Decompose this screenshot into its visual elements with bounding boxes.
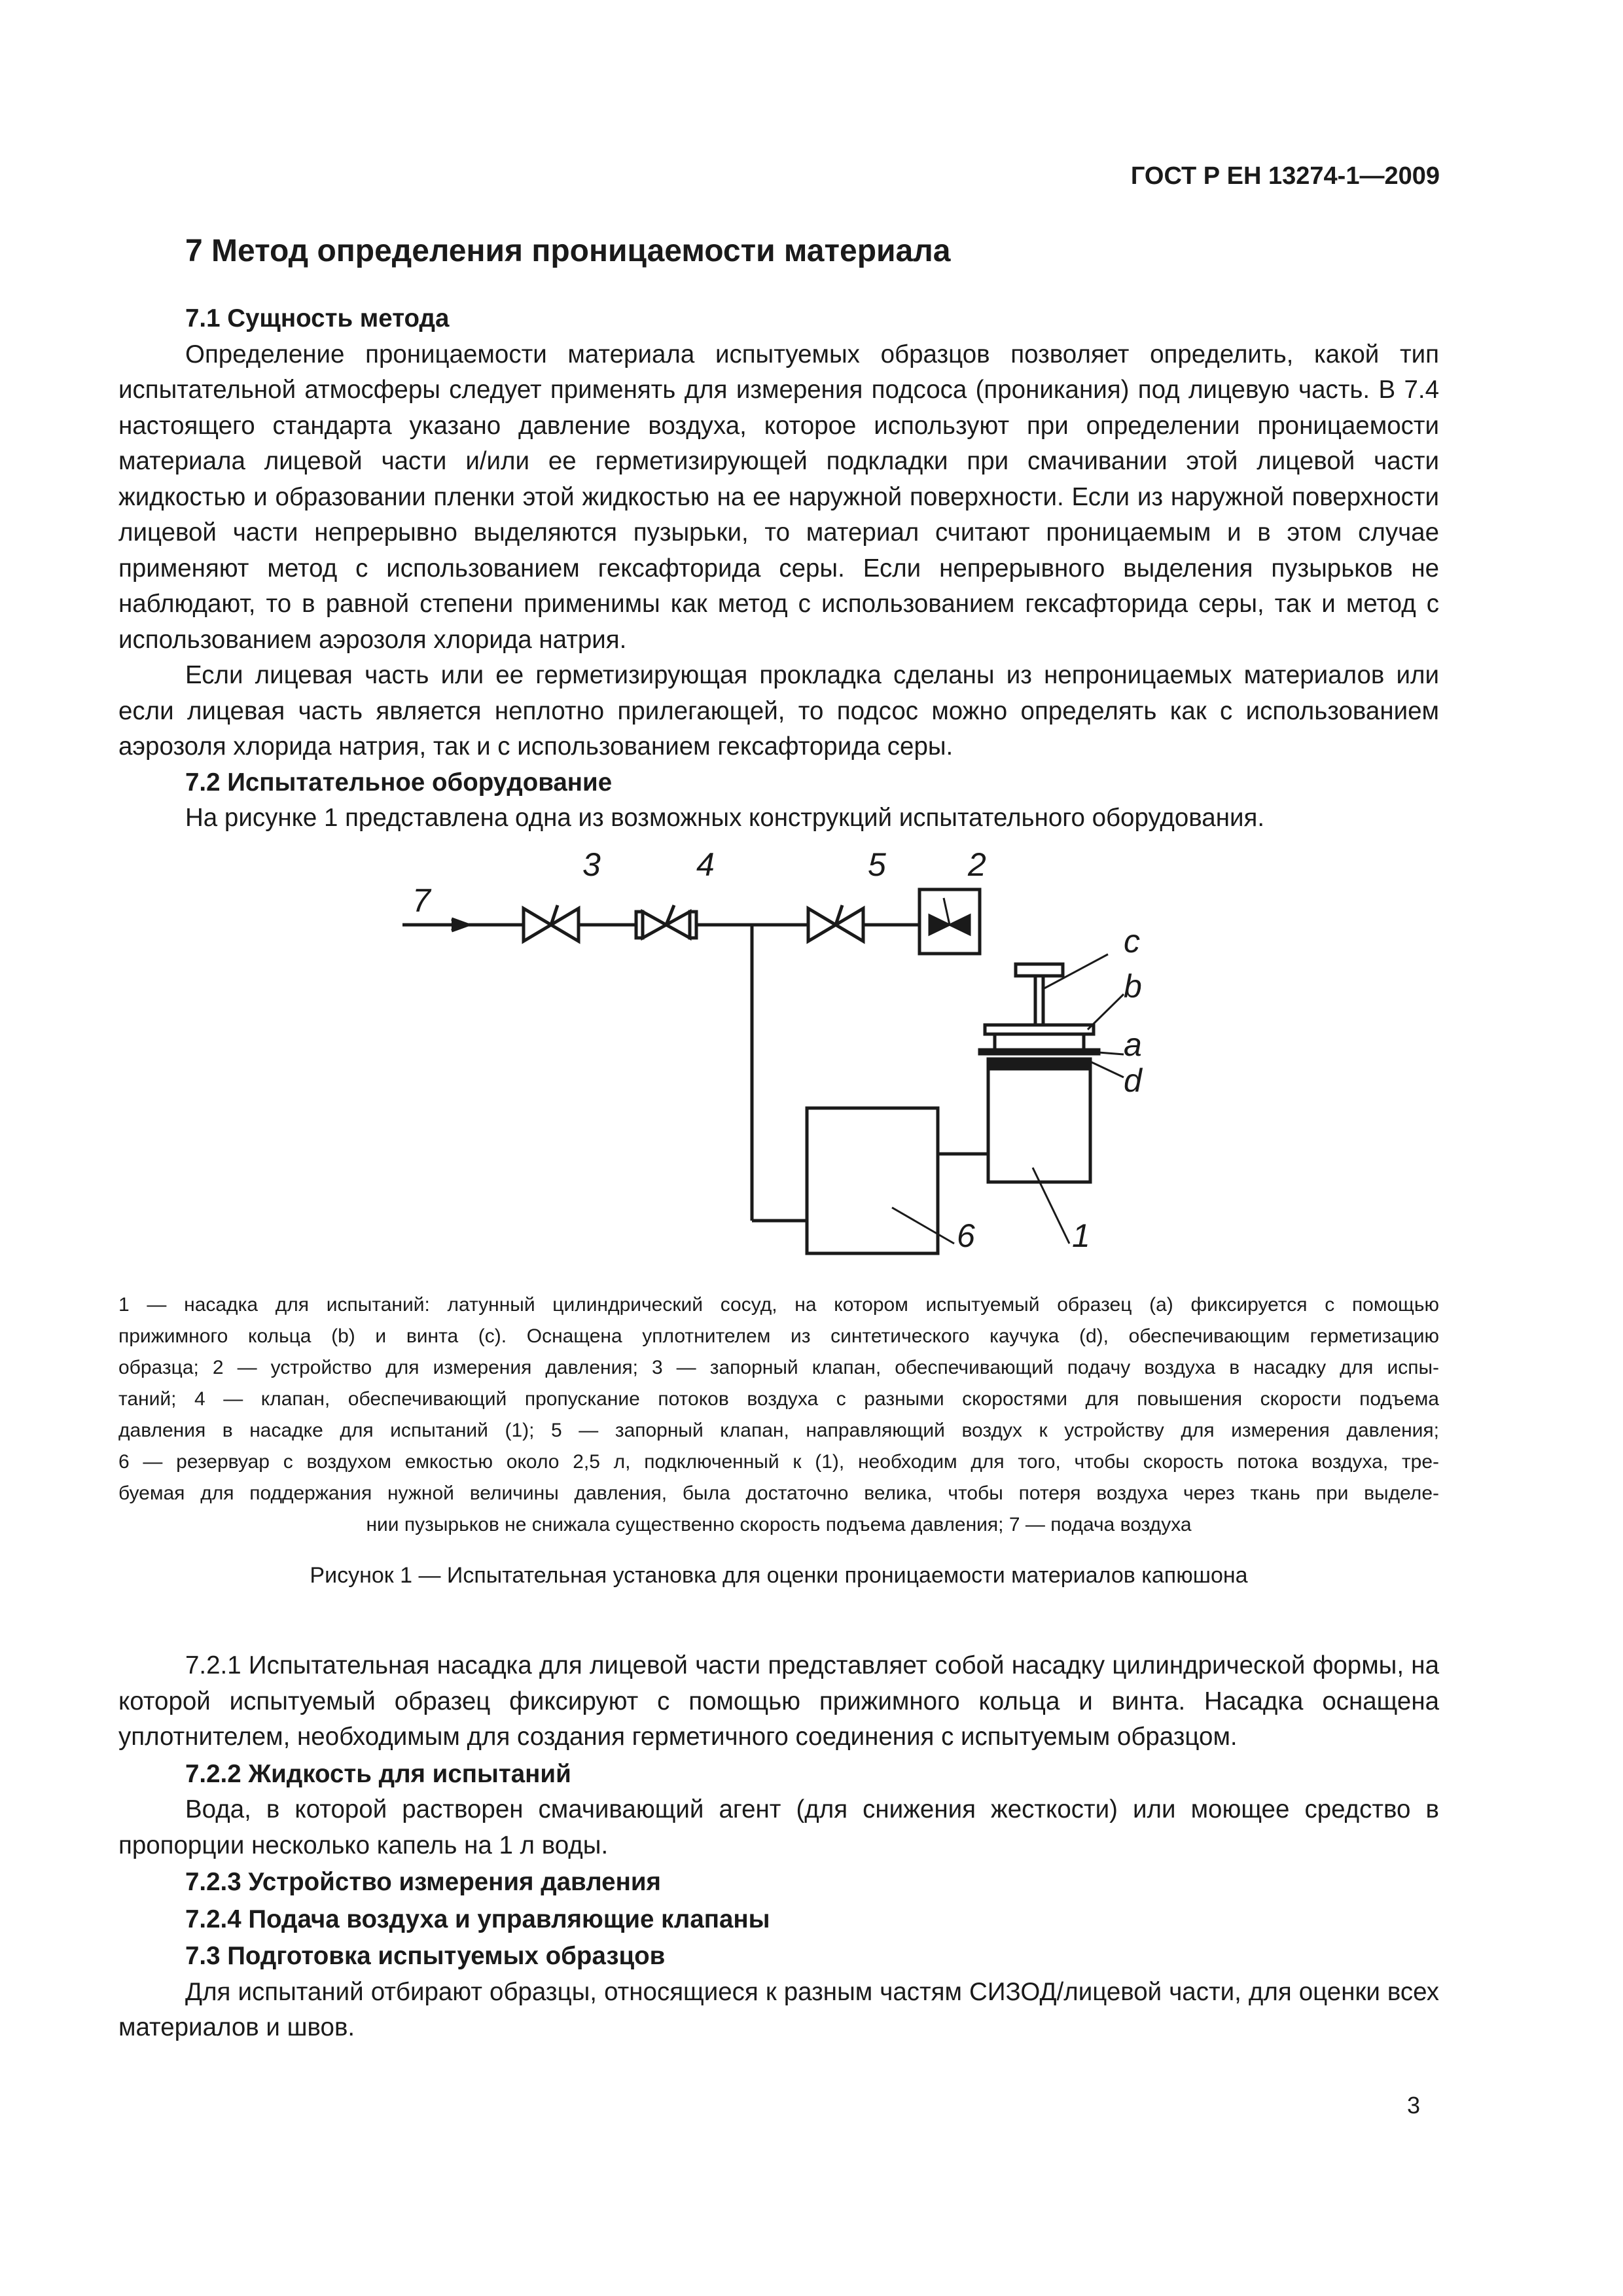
- subsection-heading-7-2-4: 7.2.4 Подача воздуха и управляющие клапаны: [185, 1905, 770, 1933]
- clamping-ring-b: [985, 1025, 1094, 1034]
- paragraph-7-2-2: Вода, в которой растворен смачивающий агент (для снижения жесткости) или моющее средство в пропорции несколько капель на 1 л воды.: [118, 1795, 1439, 1859]
- paragraph-7-3: Для испытаний отбирают образцы, относящиеся к разным частям СИЗОД/лицевой части, для оценки всех материалов и швов.: [118, 1977, 1439, 2041]
- section-title: 7 Метод определения проницаемости материала: [185, 234, 951, 268]
- subsection-heading-7-2-2: 7.2.2 Жидкость для испытаний: [185, 1759, 571, 1788]
- label-d: d: [1124, 1062, 1142, 1099]
- label-7: 7: [412, 882, 431, 919]
- label-3: 3: [582, 846, 601, 883]
- label-4: 4: [696, 846, 715, 883]
- figure-title: Рисунок 1 — Испытательная установка для оценки проницаемости материалов капюшона: [310, 1563, 1248, 1588]
- caption-line: 6 — резервуар с воздухом емкостью около 2,5 л, подключенный к (1), необходим для того, чтобы скорость потока воздуха, тре-: [118, 1451, 1439, 1473]
- label-6: 6: [957, 1217, 975, 1254]
- label-b: b: [1124, 968, 1142, 1005]
- standard-number: ГОСТ Р ЕН 13274-1—2009: [1130, 162, 1440, 190]
- label-c: c: [1124, 923, 1140, 960]
- figure-caption: [118, 1289, 1439, 1541]
- reservoir-6: [807, 1108, 938, 1253]
- paragraph-7-2: На рисунке 1 представлена одна из возможных конструкций испытательного оборудования.: [185, 804, 1265, 832]
- test-adapter-1: [988, 1069, 1090, 1182]
- caption-line: 1 — насадка для испытаний: латунный цилиндрический сосуд, на котором испытуемый образец (a) фиксируется с помощью: [118, 1294, 1439, 1316]
- label-5: 5: [868, 846, 886, 883]
- subsection-heading-7-1: 7.1 Сущность метода: [185, 304, 450, 332]
- paragraph-7-2-1: 7.2.1 Испытательная насадка для лицевой части представляет собой насадку цилиндрической формы, на которой испытуемый образец фиксируют с помощью прижимного кольца и винта. Насадка оснащена уплотнителем, необходимым для создания герметичного соединения с испытуемым образцом.: [118, 1651, 1439, 1751]
- subsection-heading-7-2-3: 7.2.3 Устройство измерения давления: [185, 1868, 661, 1896]
- valve-3-symbol: [524, 905, 579, 941]
- valve-5-symbol: [808, 905, 863, 941]
- caption-line: нии пузырьков не снижала существенно скорость подъема давления; 7 — подача воздуха: [366, 1514, 1192, 1535]
- sealing-gasket-d: [988, 1059, 1090, 1067]
- subsection-heading-7-3: 7.3 Подготовка испытуемых образцов: [185, 1942, 666, 1970]
- label-2: 2: [968, 846, 986, 883]
- sections-7-2-1-to-7-3-block: [118, 1648, 1439, 2046]
- subsection-heading-7-2: 7.2 Испытательное оборудование: [185, 768, 613, 797]
- paragraph-7-1-2: Если лицевая часть или ее герметизирующая прокладка сделаны из непроницаемых материалов или если лицевая часть является неплотно прилегающей, то подсос можно определять как с использованием аэрозоля хлорида натрия, так и с использованием гексафторида серы.: [118, 661, 1439, 761]
- air-supply-arrow-head: [452, 919, 468, 931]
- paragraph-7-1-1: Определение проницаемости материала испытуемых образцов позволяет определить, какой тип испытательной атмосферы следует применять для измерения подсоса (проникания) под лицевую часть. В 7.4 настоящего стандарта указано давление воздуха, которое используют при определении проницаемости материала лицевой части и/или ее герметизирующей подкладки при смачивании этой лицевой части жидкостью и образовании пленки этой жидкостью на ее наружной поверхности. Если из наружной поверхности лицевой части непрерывно выделяются пузырьки, то материал считают проницаемым и в этом случае применяют метод с использованием гексафторида серы. Если непрерывного выделения пузырьков не наблюдают, то в равной степени применимы как метод с использованием гексафторида серы, так и метод с использованием аэрозоля хлорида натрия.: [118, 340, 1439, 654]
- valve-4-symbol: [636, 905, 696, 938]
- label-1: 1: [1072, 1217, 1090, 1254]
- caption-line: буемая для поддержания нужной величины давления, была достаточно велика, чтобы потеря воздуха через ткань при выделе-: [118, 1482, 1439, 1504]
- sample-a: [980, 1050, 1099, 1054]
- screw-c-head: [1016, 964, 1063, 976]
- caption-line: прижимного кольца (b) и винта (c). Оснащена уплотнителем из синтетического каучука (d), обеспечивающим герметизацию: [118, 1325, 1439, 1347]
- caption-line: образца; 2 — устройство для измерения давления; 3 — запорный клапан, обеспечивающий подачу воздуха в насадку для испы-: [118, 1357, 1439, 1378]
- pressure-gauge-symbol: [919, 889, 980, 954]
- page-number: 3: [1407, 2092, 1421, 2119]
- caption-line: давления в насадке для испытаний (1); 5 — запорный клапан, направляющий воздух к устройству для измерения давления;: [118, 1420, 1439, 1441]
- caption-line: таний; 4 — клапан, обеспечивающий пропускание потоков воздуха с разными скоростями для повышения скорости подъема: [118, 1388, 1439, 1410]
- label-a: a: [1124, 1026, 1142, 1063]
